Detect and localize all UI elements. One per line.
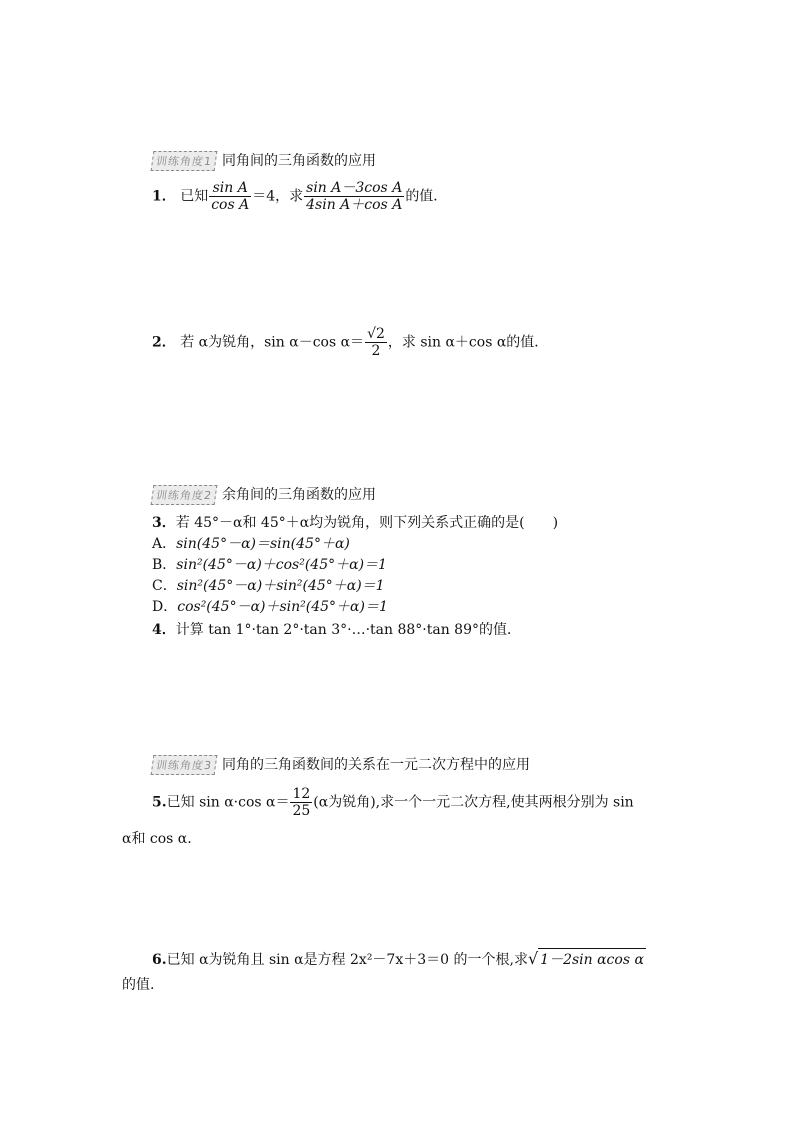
question-number: 5	[152, 794, 162, 811]
question-1: 1． 已知 $\frac{\text{sin A}}{\text{cos A}}$ ＝4，求 $\frac{\text{sin A－3cos A}}{\text{4sin A＋cos A}}$ 的值．	[152, 180, 448, 213]
question-6: 6.已知 α为锐角且 sin α是方程 2x²－7x＋3＝0 的一个根,求√ 1－2sin αcos α	[152, 949, 644, 968]
section-tag-3: 训练角度3	[151, 755, 218, 775]
question-6-line2: 的值.	[122, 977, 155, 993]
fraction	[290, 786, 312, 819]
sqrt-content: 1－2sin αcos α	[538, 948, 646, 969]
numerator: √2	[367, 326, 385, 342]
numerator: 12	[292, 786, 311, 802]
question-stem: 3．若 45°－α和 45°＋α均为锐角，则下列关系式正确的是( )	[152, 515, 559, 531]
option-c: C．sin²(45°－α)＋sin²(45°＋α)＝1	[152, 578, 385, 594]
section-header-3	[152, 754, 530, 775]
option-a: A．sin(45°－α)＝sin(45°＋α)	[152, 536, 350, 552]
option-b: B．sin²(45°－α)＋cos²(45°＋α)＝1	[152, 557, 387, 573]
question-text: 已知 sin α·cos α＝	[166, 794, 290, 811]
fraction	[209, 180, 251, 213]
numerator: sin A	[209, 180, 251, 197]
section-tag-2: 训练角度2	[151, 485, 218, 505]
question-text: 已知 α为锐角且 sin α是方程 2x²－7x＋3＝0 的一个根,求	[166, 952, 528, 968]
section-header-2	[152, 484, 376, 505]
question-4: 4．计算 tan 1°·tan 2°·tan 3°·…·tan 88°·tan 89°的值．	[152, 622, 521, 638]
fraction	[365, 326, 387, 359]
question-5-line2: α和 cos α.	[122, 831, 192, 847]
section-title-1: 同角间的三角函数的应用	[222, 153, 376, 169]
section-header-1	[152, 150, 376, 171]
denominator: 4sin A＋cos A	[306, 197, 403, 213]
denominator: cos A	[211, 197, 250, 213]
question-text: 若 α为锐角，sin α－cos α＝	[180, 334, 365, 351]
section-tag-1: 训练角度1	[151, 151, 218, 171]
question-number: 1	[152, 188, 162, 205]
question-2: 2． 若 α为锐角，sin α－cos α＝ $\frac{√2}{2}$ ，求 sin α＋cos α的值．	[152, 326, 549, 359]
option-d: D．cos²(45°－α)＋sin²(45°＋α)＝1	[152, 599, 388, 615]
denominator: 25	[292, 803, 311, 819]
question-5: 5.已知 sin α·cos α＝ $\frac{12}{25}$ (α为锐角),求一个一元二次方程,使其两根分别为 sin	[152, 786, 634, 819]
question-number: 4	[152, 622, 162, 638]
section-title-2: 余角间的三角函数的应用	[222, 487, 376, 503]
question-text: ，求 sin α＋cos α的值．	[387, 334, 549, 351]
fraction	[304, 180, 404, 213]
question-text: 的值．	[405, 188, 448, 205]
radical-icon: √	[527, 949, 539, 968]
question-text: 计算 tan 1°·tan 2°·tan 3°·…·tan 88°·tan 89°的值．	[175, 622, 521, 638]
question-text: 已知	[180, 188, 209, 205]
numerator: sin A－3cos A	[306, 180, 403, 196]
denominator: 2	[371, 343, 381, 359]
section-title-3: 同角的三角函数间的关系在一元二次方程中的应用	[222, 757, 530, 773]
question-text: (α为锐角),求一个一元二次方程,使其两根分别为 sin	[313, 794, 634, 811]
question-3	[152, 513, 558, 618]
question-number: 6	[152, 952, 162, 968]
question-text: ＝4，求	[252, 188, 304, 205]
question-number: 2	[152, 334, 162, 351]
